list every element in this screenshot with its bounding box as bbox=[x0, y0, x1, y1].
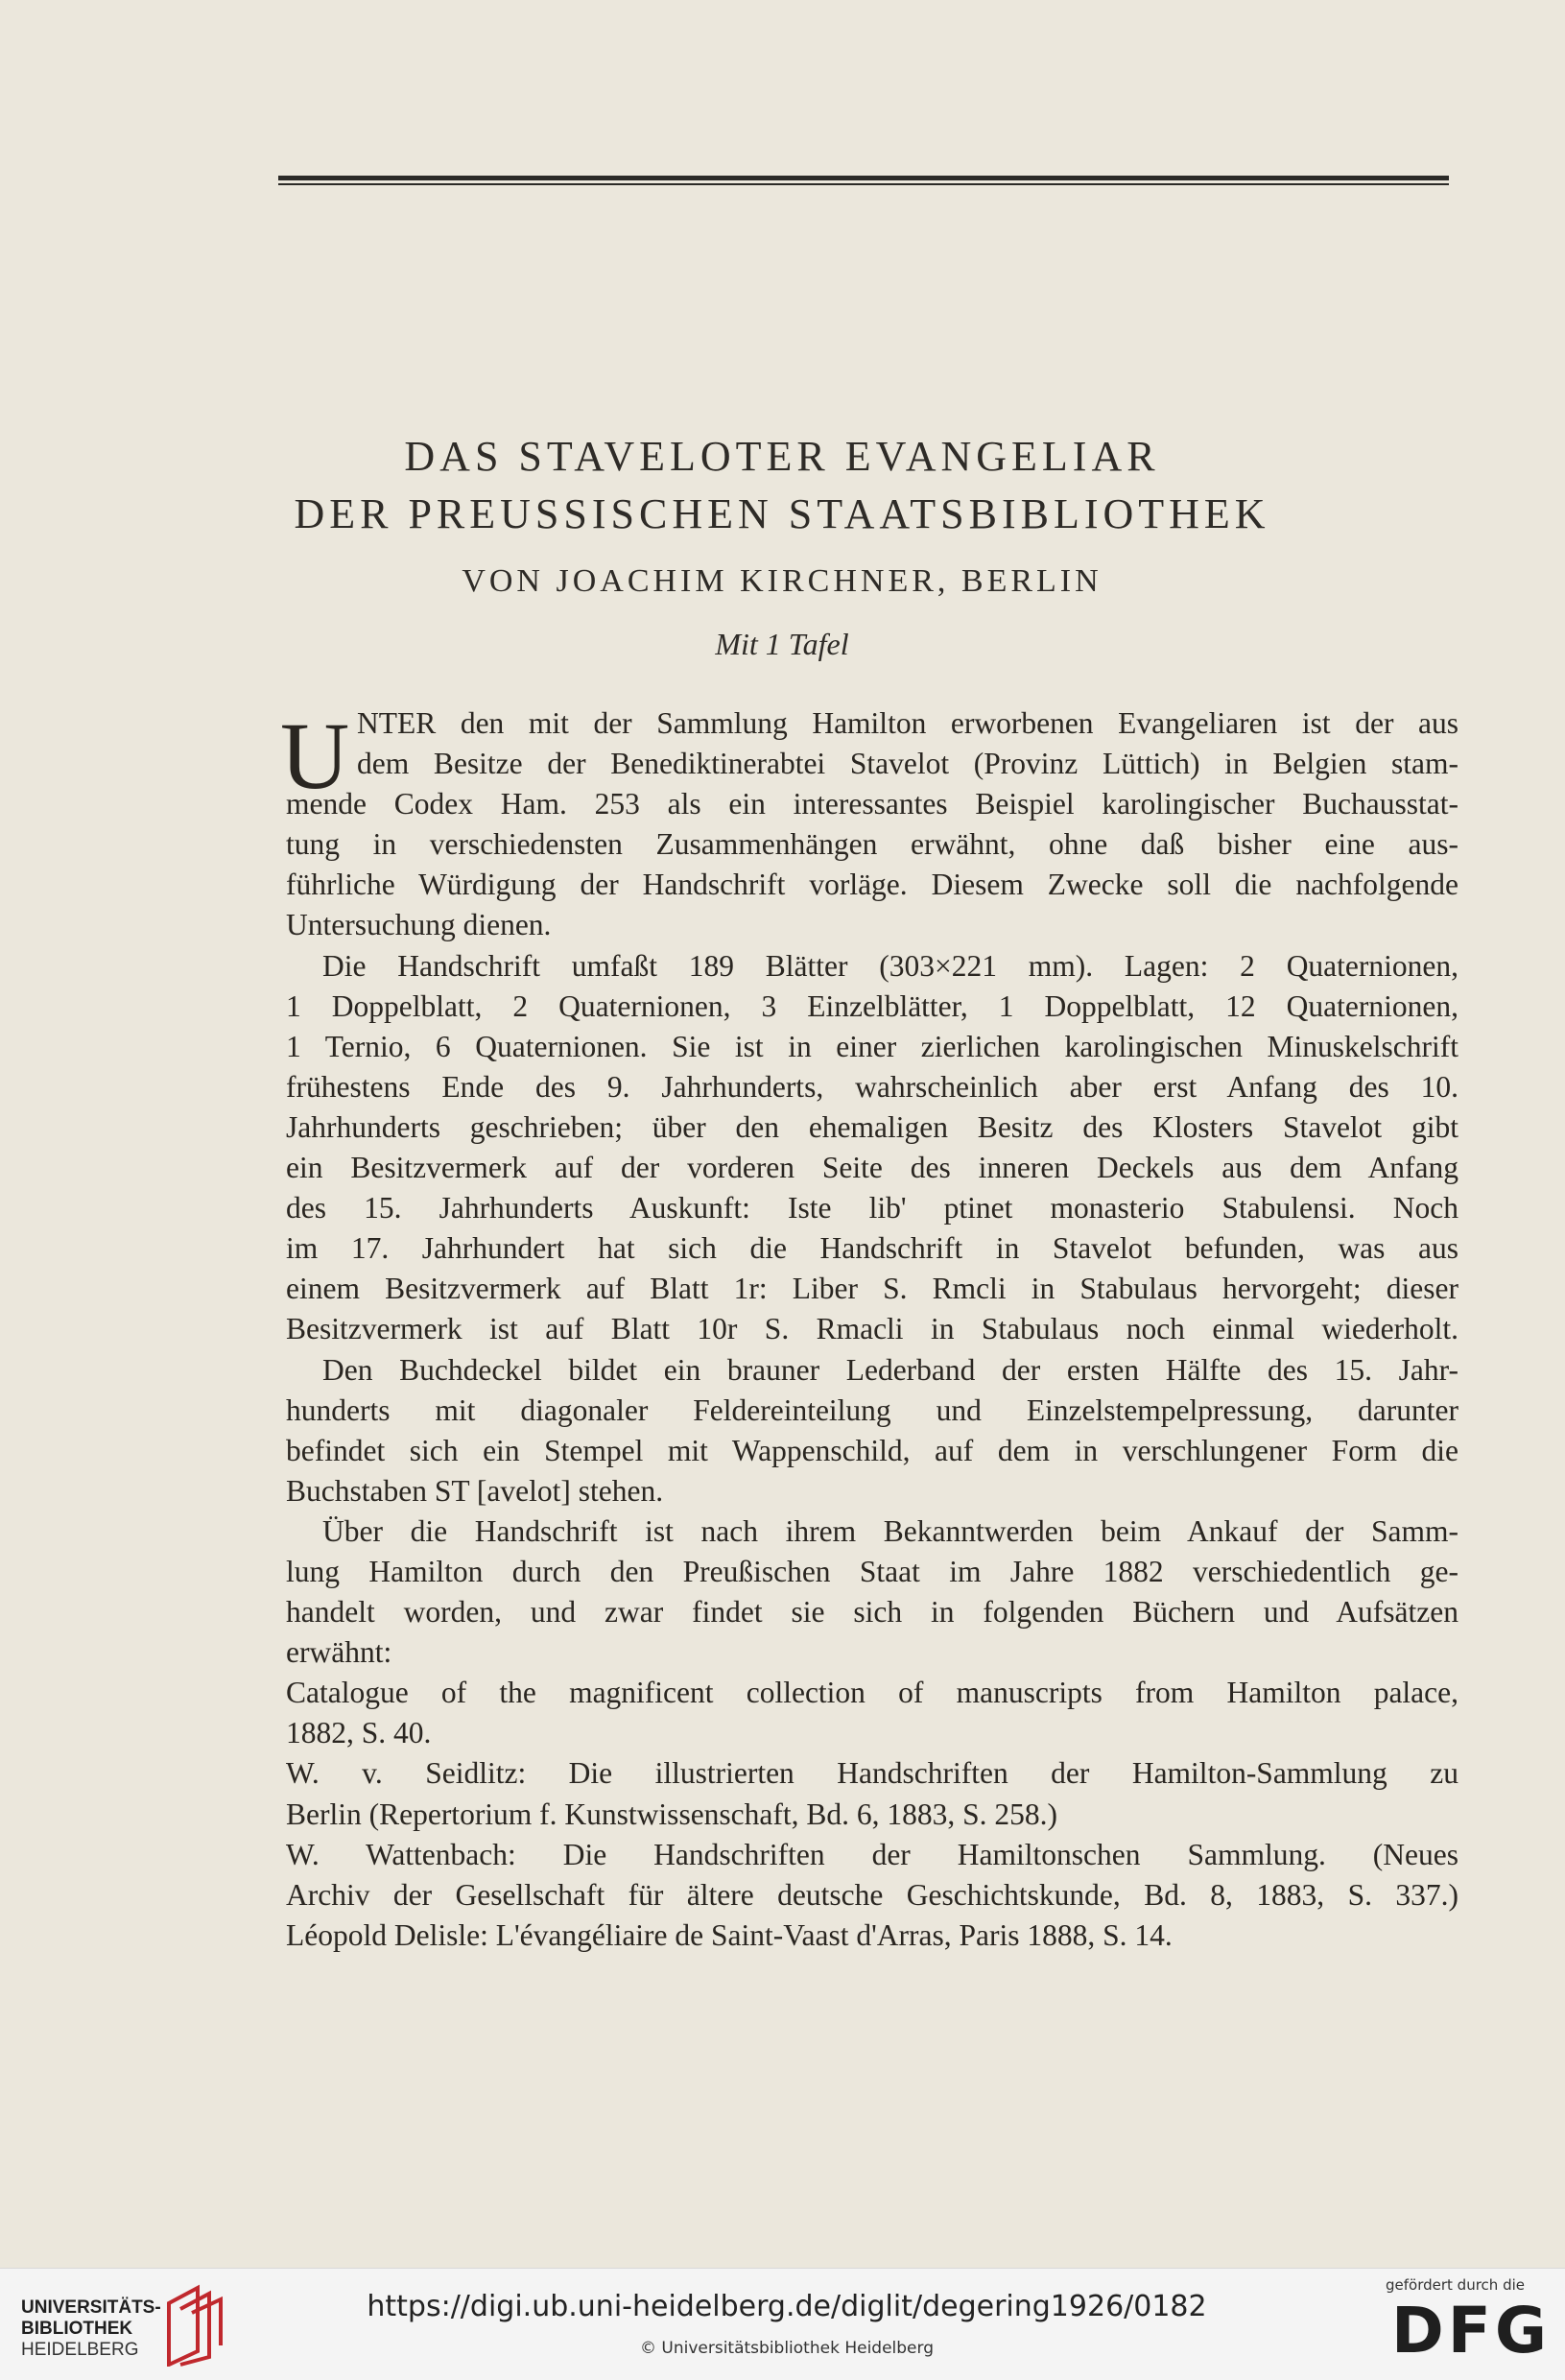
viewer-footer bbox=[0, 2268, 1565, 2380]
permalink-url[interactable]: https://digi.ub.uni-heidelberg.de/diglit/degering1926/0182 bbox=[367, 2290, 1207, 2323]
reference-line: Catalogue of the magnificent collection of manuscripts from Hamilton palace, bbox=[286, 1676, 1458, 1710]
sponsor-label: gefördert durch die bbox=[1386, 2276, 1525, 2294]
text-line: Die Handschrift umfaßt 189 Blätter (303×221 mm). Lagen: 2 Quaternionen, bbox=[322, 948, 1458, 983]
text-line: mende Codex Ham. 253 als ein interessantes Beispiel karolingischer Buchausstat- bbox=[286, 787, 1458, 821]
text-line: Buchstaben ST [avelot] stehen. bbox=[286, 1473, 664, 1508]
copyright-notice: © Universitätsbibliothek Heidelberg bbox=[639, 2339, 934, 2358]
header-rule bbox=[278, 176, 1449, 180]
subtitle: Mit 1 Tafel bbox=[715, 627, 849, 661]
text-line: hunderts mit diagonaler Feldereinteilung und Einzelstempelpressung, darunter bbox=[286, 1392, 1458, 1427]
reference-line: Archiv der Gesellschaft für ältere deutsche Geschichtskunde, Bd. 8, 1883, S. 337.) bbox=[286, 1877, 1458, 1912]
text-line: ein Besitzvermerk auf der vorderen Seite des inneren Deckels aus dem Anfang bbox=[286, 1151, 1458, 1185]
text-line: Untersuchung dienen. bbox=[286, 908, 552, 942]
text-line: des 15. Jahrhunderts Auskunft: Iste lib' ptinet monasterio Stabulensi. Noch bbox=[286, 1191, 1458, 1226]
reference-line: W. v. Seidlitz: Die illustrierten Handschriften der Hamilton-Sammlung zu bbox=[286, 1756, 1458, 1791]
title-line-2: DER PREUSSISCHEN STAATSBIBLIOTHEK bbox=[294, 490, 1270, 537]
text-line: 1 Doppelblatt, 2 Quaternionen, 3 Einzelblätter, 1 Doppelblatt, 12 Quaternionen, bbox=[286, 988, 1458, 1023]
header-rule-thin bbox=[278, 183, 1449, 185]
reference-line: Berlin (Repertorium f. Kunstwissenschaft, Bd. 6, 1883, S. 258.) bbox=[286, 1797, 1058, 1831]
text-line: erwähnt: bbox=[286, 1635, 392, 1670]
body-text bbox=[286, 703, 1458, 1956]
text-line: Jahrhunderts geschrieben; über den ehemaligen Besitz des Klosters Stavelot gibt bbox=[286, 1109, 1458, 1144]
text-line: 1 Ternio, 6 Quaternionen. Sie ist in einer zierlichen karolingischen Minuskelschrift bbox=[286, 1029, 1458, 1063]
library-logo-icon bbox=[159, 2284, 226, 2367]
text-line: dem Besitze der Benediktinerabtei Stavelot (Provinz Lüttich) in Belgien stam- bbox=[357, 747, 1458, 781]
text-line: im 17. Jahrhundert hat sich die Handschrift in Stavelot befunden, was aus bbox=[286, 1231, 1458, 1266]
text-line: frühestens Ende des 9. Jahrhunderts, wahrscheinlich aber erst Anfang des 10. bbox=[286, 1069, 1458, 1104]
reference-line: W. Wattenbach: Die Handschriften der Hamiltonschen Sammlung. (Neues bbox=[286, 1837, 1458, 1871]
text-line: NTER den mit der Sammlung Hamilton erworbenen Evangeliaren ist der aus bbox=[357, 706, 1458, 740]
text-line: tung in verschiedensten Zusammenhängen erwähnt, ohne daß bisher eine aus- bbox=[286, 827, 1458, 862]
reference-line: Léopold Delisle: L'évangéliaire de Saint-Vaast d'Arras, Paris 1888, S. 14. bbox=[286, 1917, 1173, 1952]
title-line-1: DAS STAVELOTER EVANGELIAR bbox=[404, 433, 1160, 480]
text-line: befindet sich ein Stempel mit Wappenschild, auf dem in verschlungener Form die bbox=[286, 1433, 1458, 1467]
text-line: handelt worden, und zwar findet sie sich in folgenden Büchern und Aufsätzen bbox=[286, 1595, 1458, 1630]
drop-cap: U bbox=[280, 702, 350, 809]
text-line: Besitzvermerk ist auf Blatt 10r S. Rmacli in Stabulaus noch einmal wiederholt. bbox=[286, 1312, 1458, 1346]
reference-line: 1882, S. 40. bbox=[286, 1716, 432, 1750]
text-line: einem Besitzvermerk auf Blatt 1r: Liber S. Rmcli in Stabulaus hervorgeht; dieser bbox=[286, 1272, 1458, 1306]
library-name: UNIVERSITÄTS- BIBLIOTHEK HEIDELBERG bbox=[21, 2297, 161, 2360]
author-line: VON JOACHIM KIRCHNER, BERLIN bbox=[462, 563, 1103, 599]
text-line: lung Hamilton durch den Preußischen Staat im Jahre 1882 verschiedentlich ge- bbox=[286, 1554, 1458, 1588]
dfg-logo: DFG bbox=[1391, 2294, 1552, 2368]
text-line: Über die Handschrift ist nach ihrem Bekanntwerden beim Ankauf der Samm- bbox=[322, 1513, 1458, 1548]
text-line: Den Buchdeckel bildet ein brauner Lederband der ersten Hälfte des 15. Jahr- bbox=[322, 1352, 1458, 1387]
text-line: führliche Würdigung der Handschrift vorläge. Diesem Zwecke soll die nachfolgende bbox=[286, 868, 1458, 902]
